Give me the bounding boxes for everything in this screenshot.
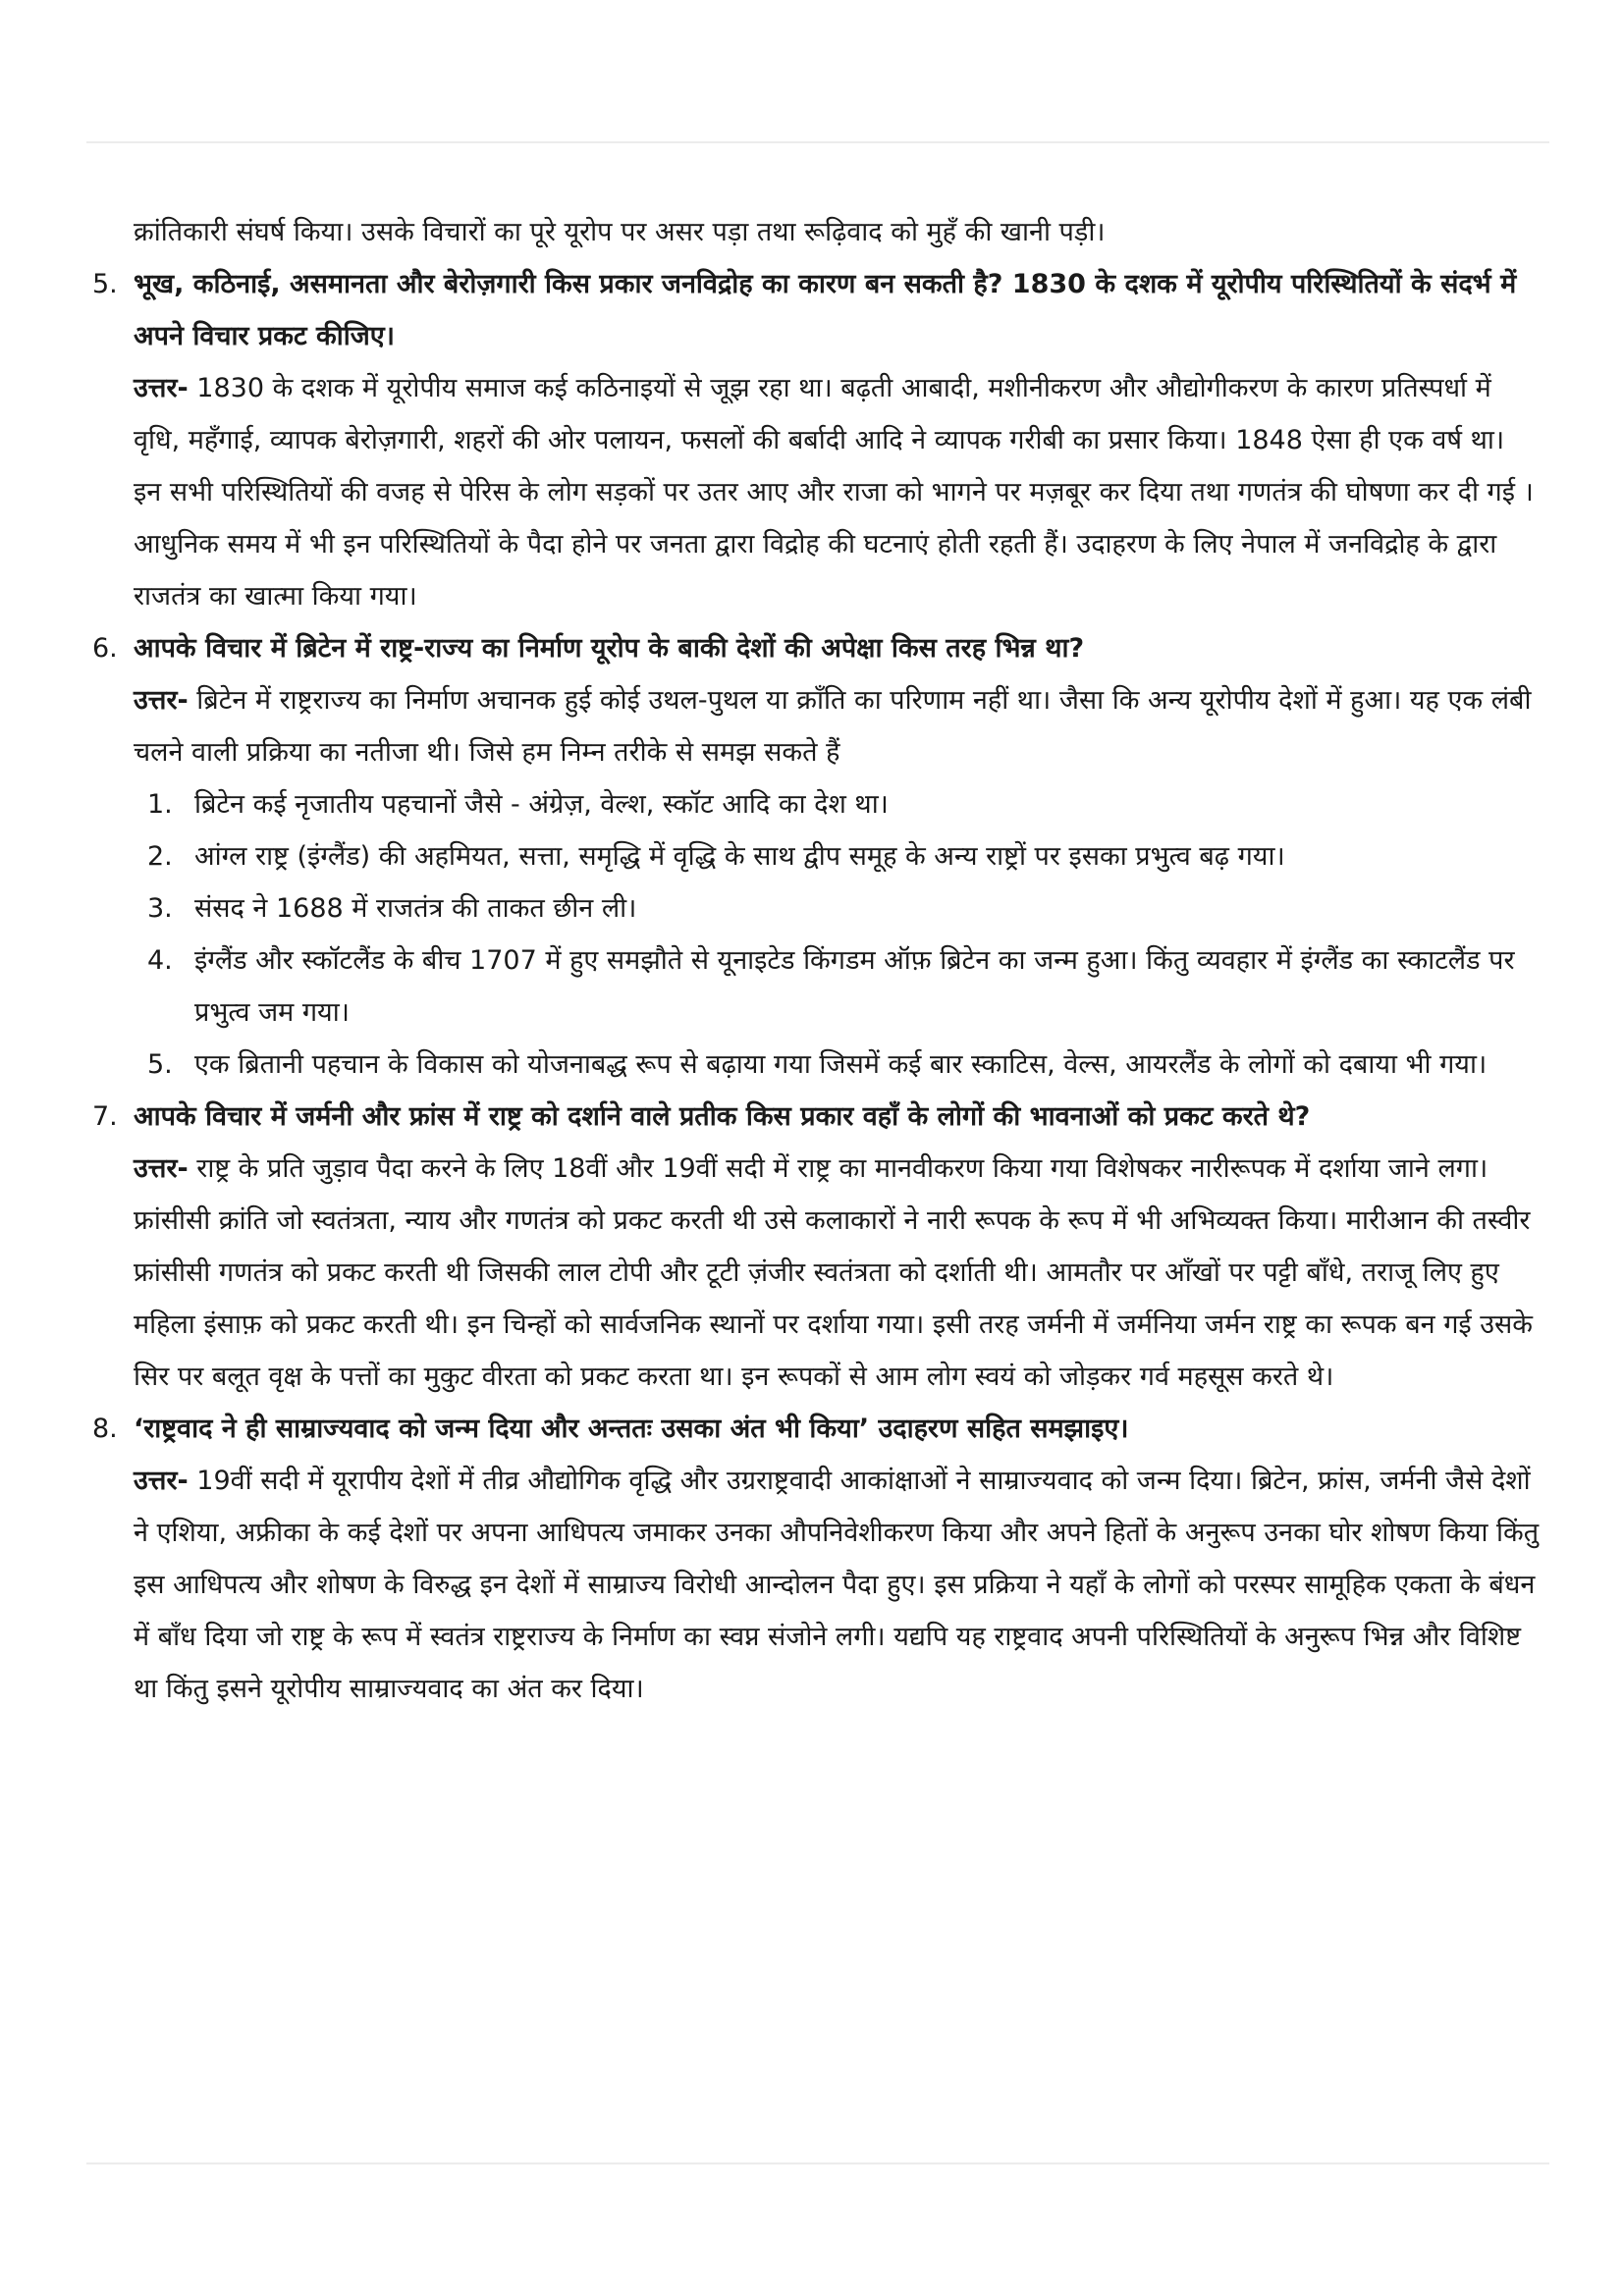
question-block-5 [92, 258, 1545, 622]
answer-label: उत्तर- [134, 1153, 189, 1184]
answer-paragraph [134, 362, 1545, 466]
list-item-text: एक ब्रितानी पहचान के विकास को योजनाबद्ध रूप से बढ़ाया गया जिसमें कई बार स्काटिस, वेल्स, आयरलैंड के लोगों को दबाया भी गया। [194, 1049, 1488, 1080]
question-text: आपके विचार में ब्रिटेन में राष्ट्र-राज्य का निर्माण यूरोप के बाकी देशों की अपेक्षा किस तरह भिन्न था? [134, 633, 1085, 664]
question-number: 8. [92, 1414, 118, 1444]
list-item-text: आंग्ल राष्ट्र (इंग्लैंड) की अहमियत, सत्ता, समृद्धि में वृद्धि के साथ द्वीप समूह के अन्य राष्ट्रों पर इसका प्रभुत्व बढ़ गया। [194, 841, 1285, 872]
question-text: ‘राष्ट्रवाद ने ही साम्राज्यवाद को जन्म दिया और अन्ततः उसका अंत भी किया’ उदाहरण सहित समझाइए। [134, 1414, 1129, 1444]
question-heading [92, 1403, 1545, 1455]
question-text: भूख, कठिनाई, असमानता और बेरोज़गारी किस प्रकार जनविद्रोह का कारण बन सकती है? 1830 के दशक में यूरोपीय परिस्थितियों के संदर्भ में अपने विचार प्रकट कीजिए। [134, 269, 1517, 351]
list-item [147, 882, 1545, 934]
list-item-number: 3. [147, 893, 173, 924]
question-heading [92, 1091, 1545, 1143]
question-number: 5. [92, 269, 118, 299]
answer-text: राष्ट्र के प्रति जुड़ाव पैदा करने के लिए 18वीं और 19वीं सदी में राष्ट्र का मानवीकरण किया गया विशेषकर नारीरूपक में दर्शाया जाने लगा। फ्रांसीसी क्रांति जो स्वतंत्रता, न्याय और गणतंत्र को प्रकट करती थी उसे कलाकारों ने नारी रूपक के रूप में भी अभिव्यक्त किया। मारीआन की तस्वीर फ्रांसीसी गणतंत्र को प्रकट करती थी जिसकी लाल टोपी और टूटी ज़ंजीर स्वतंत्रता को दर्शाती थी। आमतौर पर आँखों पर पट्टी बाँधे, तराजू लिए हुए महिला इंसाफ़ को प्रकट करती थी। इन चिन्हों को सार्वजनिक स्थानों पर दर्शाया गया। इसी तरह जर्मनी में जर्मनिया जर्मन राष्ट्र का रूपक बन गई उसके सिर पर बलूत वृक्ष के पत्तों का मुकुट वीरता को प्रकट करता था। इन रूपकों से आम लोग स्वयं को जोड़कर गर्व महसूस करते थे। [134, 1153, 1534, 1392]
question-text: आपके विचार में जर्मनी और फ्रांस में राष्ट्र को दर्शाने वाले प्रतीक किस प्रकार वहाँ के लोगों की भावनाओं को प्रकट करते थे? [134, 1101, 1311, 1132]
list-item-text: संसद ने 1688 में राजतंत्र की ताकत छीन ली। [194, 893, 637, 924]
list-item-number: 1. [147, 789, 173, 820]
question-block-7 [92, 1091, 1545, 1403]
list-item-number: 4. [147, 945, 173, 976]
list-item-number: 5. [147, 1049, 173, 1080]
list-item-text: ब्रिटेन कई नृजातीय पहचानों जैसे - अंग्रेज़, वेल्श, स्कॉट आदि का देश था। [194, 789, 889, 820]
continuation-text: क्रांतिकारी संघर्ष किया। उसके विचारों का पूरे यूरोप पर असर पड़ा तथा रूढ़िवाद को मुहँ की खानी पड़ी। [134, 217, 1106, 247]
answer-text: 1830 के दशक में यूरोपीय समाज कई कठिनाइयों से जूझ रहा था। बढ़ती आबादी, मशीनीकरण और औद्योगीकरण के कारण प्रतिस्पर्धा में वृधि, महँगाई, व्यापक बेरोज़गारी, शहरों की ओर पलायन, फसलों की बर्बादी आदि ने व्यापक गरीबी का प्रसार किया। 1848 ऐसा ही एक वर्ष था। [134, 373, 1505, 455]
answer-text: 19वीं सदी में यूरापीय देशों में तीव्र औद्योगिक वृद्धि और उग्रराष्ट्रवादी आकांक्षाओं ने साम्राज्यवाद को जन्म दिया। ब्रिटेन, फ्रांस, जर्मनी जैसे देशों ने एशिया, अफ्रीका के कई देशों पर अपना आधिपत्य जमाकर उनका औपनिवेशीकरण किया और अपने हितों के अनुरूप उनका घोर शोषण किया किंतु इस आधिपत्य और शोषण के विरुद्ध इन देशों में साम्राज्य विरोधी आन्दोलन पैदा हुए। इस प्रक्रिया ने यहाँ के लोगों को परस्पर सामूहिक एकता के बंधन में बाँध दिया जो राष्ट्र के रूप में स्वतंत्र राष्ट्रराज्य के निर्माण का स्वप्न संजोने लगी। यद्यपि यह राष्ट्रवाद अपनी परिस्थितियों के अनुरूप भिन्न और विशिष्ट था किंतु इसने यूरोपीय साम्राज्यवाद का अंत कर दिया। [134, 1466, 1540, 1704]
answer-paragraph: इन सभी परिस्थितियों की वजह से पेरिस के लोग सड़कों पर उतर आए और राजा को भागने पर मज़बूर कर दिया तथा गणतंत्र की घोषणा कर दी गई । आधुनिक समय में भी इन परिस्थितियों के पैदा होने पर जनता द्वारा विद्रोह की घटनाएं होती रहती हैं। उदाहरण के लिए नेपाल में जनविद्रोह के द्वारा राजतंत्र का खात्मा किया गया। [134, 477, 1534, 612]
answer-label: उत्तर- [134, 685, 189, 716]
question-heading [92, 622, 1545, 674]
footer-divider [86, 2163, 1549, 2164]
list-item [147, 830, 1545, 882]
list-item-text: इंग्लैंड और स्कॉटलैंड के बीच 1707 में हुए समझौते से यूनाइटेड किंगडम ऑफ़ ब्रिटेन का जन्म हुआ। किंतु व्यवहार में इंग्लैंड का स्काटलैंड पर प्रभुत्व जम गया। [194, 945, 1515, 1028]
question-number: 7. [92, 1101, 118, 1132]
header-divider [86, 141, 1549, 143]
question-number: 6. [92, 633, 118, 664]
list-item [147, 934, 1545, 1039]
page-content [92, 206, 1545, 1715]
answer-text: ब्रिटेन में राष्ट्रराज्य का निर्माण अचानक हुई कोई उथल-पुथल या क्राँति का परिणाम नहीं था। जैसा कि अन्य यूरोपीय देशों में हुआ। यह एक लंबी चलने वाली प्रक्रिया का नतीजा थी। जिसे हम निम्न तरीके से समझ सकते हैं [134, 685, 1532, 768]
list-item [147, 778, 1545, 830]
question-block-6 [92, 622, 1545, 1091]
list-item-number: 2. [147, 841, 173, 872]
question-heading [92, 258, 1545, 362]
answer-paragraph [134, 674, 1545, 778]
answer-label: उत्तर- [134, 373, 189, 403]
list-item [147, 1039, 1545, 1091]
answer-label: उत्तर- [134, 1466, 189, 1496]
answer-paragraph [134, 1143, 1545, 1403]
answer-paragraph [134, 1455, 1545, 1715]
question-block-8 [92, 1403, 1545, 1715]
